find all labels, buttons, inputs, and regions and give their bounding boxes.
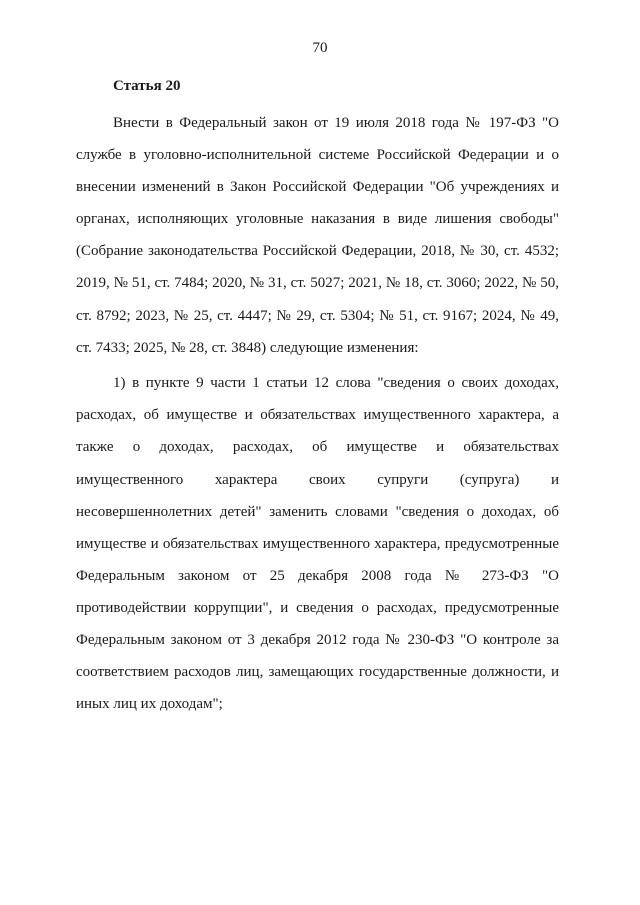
page-number: 70 [312,40,328,56]
paragraph-item-1: 1) в пункте 9 части 1 статьи 12 слова "сведения о своих доходах, расходах, об имуществе и обязательствах имущественного характера, а также о доходах, расходах, об имуществе и обязательствах имущественного характера своих супруги (супруга) и несовершеннолетних детей" заменить словами "сведения о доходах, об имуществе и обязательствах имущественного характера, предусмотренные Федеральным законом от 25 декабря 2008 года № 273-ФЗ "О противодействии коррупции", и сведения о расходах, предусмотренные Федеральным законом от 3 декабря 2012 года № 230-ФЗ "О контроле за соответствием расходов лиц, замещающих государственные должности, и иных лиц их доходам"; [76,375,559,713]
article-title: Статья 20 [113,78,181,94]
paragraph-intro: Внести в Федеральный закон от 19 июля 2018 года № 197-ФЗ "О службе в уголовно-исполнительной системе Российской Федерации и о внесении изменений в Закон Российской Федерации "Об учреждениях и органах, исполняющих уголовные наказания в виде лишения свободы" (Собрание законодательства Российской Федерации, 2018, № 30, ст. 4532; 2019, № 51, ст. 7484; 2020, № 31, ст. 5027; 2021, № 18, ст. 3060; 2022, № 50, ст. 8792; 2023, № 25, ст. 4447; № 29, ст. 5304; № 51, ст. 9167; 2024, № 49, ст. 7433; 2025, № 28, ст. 3848) следующие изменения: [76,115,559,356]
article-body [76,107,559,720]
